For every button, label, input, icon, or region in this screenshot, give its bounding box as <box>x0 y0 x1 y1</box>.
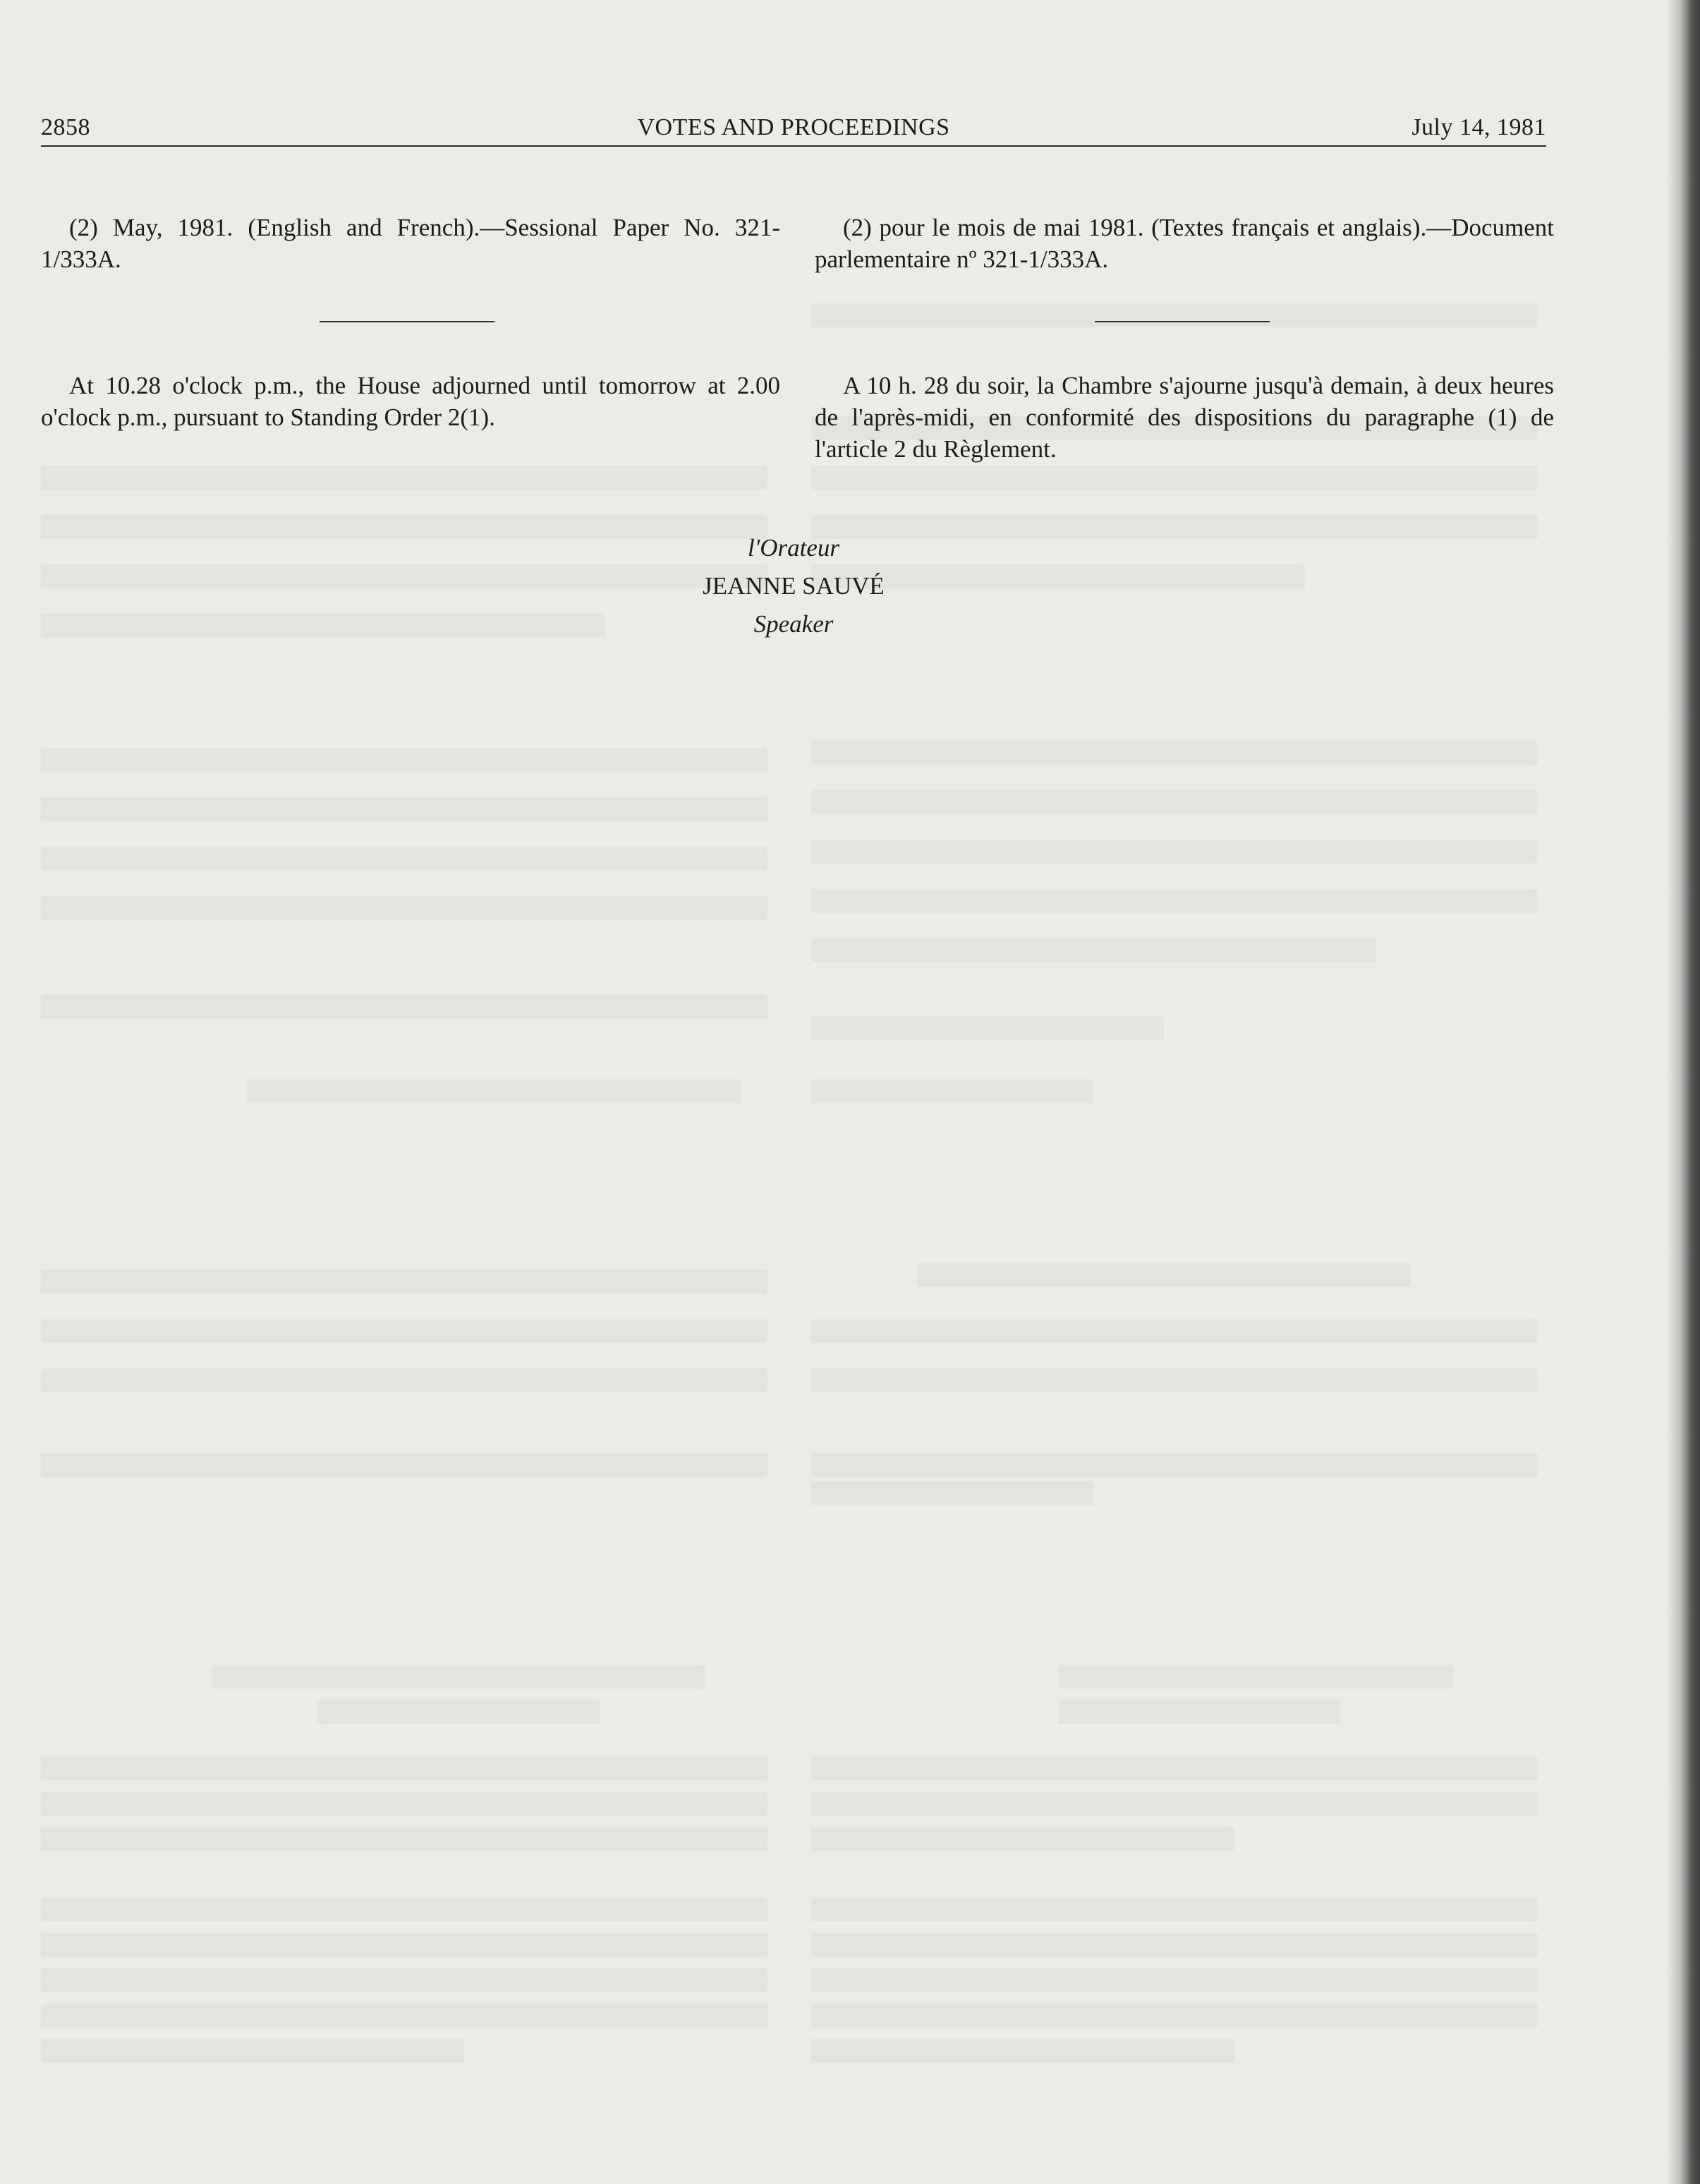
running-title: VOTES AND PROCEEDINGS <box>637 114 950 140</box>
adjournment-paragraph-fr: A 10 h. 28 du soir, la Chambre s'ajourne jusqu'à demain, à deux heures de l'après-midi, en conformité des dispositions du paragraphe (1) de l'article 2 du Règlement. <box>815 372 1554 463</box>
speaker-name: JEANNE SAUVÉ <box>703 572 885 600</box>
header-rule <box>41 145 1546 147</box>
sessional-paper-paragraph-en: (2) May, 1981. (English and French).—Sessional Paper No. 321-1/333A. <box>41 214 780 273</box>
page-header <box>41 110 1546 147</box>
sessional-paper-paragraph-fr: (2) pour le mois de mai 1981. (Textes français et anglais).—Document parlementaire nº 321-1/333A. <box>815 214 1554 273</box>
right-separator-rule <box>1095 321 1270 322</box>
left-column-block-1 <box>41 212 780 275</box>
right-column-block-1 <box>815 212 1554 275</box>
binding-shadow <box>1666 0 1700 2184</box>
left-column-block-2 <box>41 370 780 433</box>
right-column-block-2 <box>815 370 1554 465</box>
header-date: July 14, 1981 <box>1411 114 1546 140</box>
adjournment-paragraph-en: At 10.28 o'clock p.m., the House adjourned until tomorrow at 2.00 o'clock p.m., pursuant to Standing Order 2(1). <box>41 372 780 431</box>
left-separator-rule <box>320 321 494 322</box>
speaker-title: Speaker <box>753 610 834 638</box>
page-number: 2858 <box>41 114 90 140</box>
signature-block <box>41 532 1546 641</box>
orateur-title: l'Orateur <box>748 534 839 562</box>
